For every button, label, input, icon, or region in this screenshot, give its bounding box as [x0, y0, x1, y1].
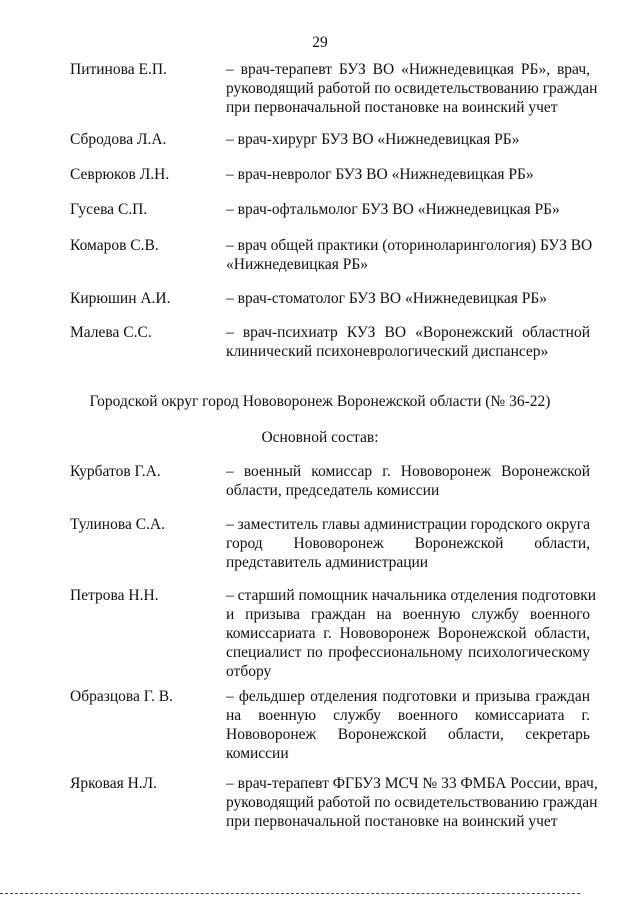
member-role: – заместитель главы администрации городского округа город Нововоронеж Воронежской области, представитель администрации	[226, 516, 590, 571]
member-role: – врач-терапевт БУЗ ВО «Нижнедевицкая РБ», врач, руководящий работой по освидетельствованию граждан при первоначальной постановке на воинский учет	[226, 61, 598, 116]
member-role: – врач-стоматолог БУЗ ВО «Нижнедевицкая РБ»	[226, 290, 548, 307]
section-subtitle: Основной состав:	[261, 429, 379, 446]
member-name: Гусева С.П.	[70, 201, 148, 218]
member-name: Питинова Е.П.	[70, 61, 167, 78]
member-name: Комаров С.В.	[70, 237, 159, 254]
footer-divider	[0, 893, 580, 894]
member-name: Ярковая Н.Л.	[70, 775, 158, 792]
member-name: Петрова Н.Н.	[70, 587, 159, 604]
member-name: Образцова Г. В.	[70, 688, 173, 705]
member-name: Кирюшин А.И.	[70, 290, 171, 307]
member-role: – старший помощник начальника отделения подготовки и призыва граждан на военную службу военного комиссариата г. Нововоронеж Воронежской области, специалист по профессиональному психологическому отбору	[226, 587, 597, 680]
member-role: – врач-невролог БУЗ ВО «Нижнедевицкая РБ»	[226, 166, 534, 183]
member-name: Севрюков Л.Н.	[70, 166, 170, 183]
member-name: Курбатов Г.А.	[70, 463, 161, 480]
member-role: – военный комиссар г. Нововоронеж Воронежской области, председатель комиссии	[226, 463, 590, 499]
section-title: Городской округ город Нововоронеж Воронежской области (№ 36-22)	[89, 393, 551, 410]
member-name: Тулинова С.А.	[70, 516, 165, 533]
page-number: 29	[312, 34, 328, 51]
member-name: Малева С.С.	[70, 324, 152, 341]
member-role: – врач-офтальмолог БУЗ ВО «Нижнедевицкая РБ»	[226, 201, 560, 218]
member-name: Сбродова Л.А.	[70, 131, 167, 148]
member-role: – врач-психиатр КУЗ ВО «Воронежский областной клинический психоневрологический диспансер»	[226, 324, 590, 360]
member-role: – врач-терапевт ФГБУЗ МСЧ № 33 ФМБА России, врач, руководящий работой по освидетельствованию граждан при первоначальной постановке на воинский учет	[226, 775, 598, 830]
member-role: – фельдшер отделения подготовки и призыва граждан на военную службу военного комиссариата г. Нововоронеж Воронежской области, секретарь комиссии	[226, 688, 590, 762]
member-role: – врач-хирург БУЗ ВО «Нижнедевицкая РБ»	[226, 131, 520, 148]
member-role: – врач общей практики (оториноларингология) БУЗ ВО «Нижнедевицкая РБ»	[226, 237, 593, 273]
